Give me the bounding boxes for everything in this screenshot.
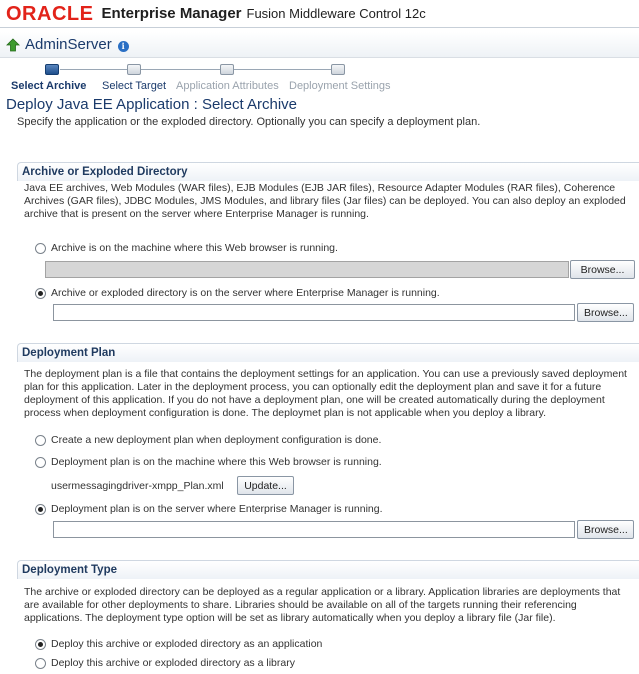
archive-server-path-field[interactable] [53,304,575,321]
plan-create-label: Create a new deployment plan when deployment configuration is done. [51,434,382,446]
archive-local-radio[interactable] [35,243,46,254]
type-description: The archive or exploded directory can be deployed as a regular application or a library. Application libraries are deployments that are available for other deployments to share. Libraries should be available on all of the targets running their referencing applications. The deployment type option will be set as library automatically when you deploy a library file (Jar file). [24,586,621,624]
type-application-radio[interactable] [35,639,46,650]
plan-create-radio[interactable] [35,435,46,446]
product-subtitle: Fusion Middleware Control 12c [246,6,426,21]
archive-local-path-field[interactable] [45,261,569,278]
plan-browse-button[interactable]: Browse... [577,520,634,539]
train-label-select-target[interactable]: Select Target [102,80,167,92]
plan-description: The deployment plan is a file that contains the deployment settings for an application. You can use a previously saved deployment plan for this application. Later in the deployment process, you can optionally edit the deployment plan and save it for a future deployment of this application. If you do not have a deployment plan, one will be created automatically during the deployment process when deployment configuration is done. The deploymet plan is not applicable when you deploy a library. [24,368,627,419]
plan-server-option[interactable] [35,503,383,515]
page-description: Specify the application or the exploded directory. Optionally you can specify a deployment plan. [17,116,481,128]
plan-create-option[interactable] [35,434,381,446]
type-application-label: Deploy this archive or exploded directory as an application [51,638,323,650]
plan-server-radio[interactable] [35,504,46,515]
plan-file-name: usermessagingdriver-xmpp_Plan.xml [51,480,224,492]
plan-local-option[interactable] [35,456,382,468]
train-label-select-archive: Select Archive [11,80,87,92]
archive-local-label: Archive is on the machine where this Web browser is running. [51,242,338,254]
type-section-header: Deployment Type [17,560,639,579]
train-connector [60,69,338,70]
type-library-label: Deploy this archive or exploded directory as a library [51,657,295,669]
train-label-application-attributes: Application Attributes [176,80,279,92]
plan-server-label: Deployment plan is on the server where Enterprise Manager is running. [51,503,383,515]
target-bar [0,32,639,58]
page-title: Deploy Java EE Application : Select Archive [6,96,297,113]
plan-server-path-field[interactable] [53,521,575,538]
type-library-option[interactable] [35,657,295,669]
type-application-option[interactable] [35,638,322,650]
train-stop-application-attributes [220,64,234,75]
archive-local-browse-button[interactable]: Browse... [570,260,635,279]
train-stop-select-archive [45,64,59,75]
target-name[interactable]: AdminServer [25,36,112,53]
archive-server-label: Archive or exploded directory is on the server where Enterprise Manager is running. [51,287,440,299]
train-stop-deployment-settings [331,64,345,75]
train-label-deployment-settings: Deployment Settings [289,80,391,92]
wizard-train [0,62,400,96]
plan-update-button[interactable]: Update... [237,476,294,495]
oracle-logo: ORACLE [6,2,94,25]
plan-local-label: Deployment plan is on the machine where this Web browser is running. [51,456,382,468]
type-library-radio[interactable] [35,658,46,669]
archive-server-option[interactable] [35,287,440,299]
info-icon[interactable]: i [118,41,129,52]
product-name: Enterprise Manager [101,5,242,22]
archive-description: Java EE archives, Web Modules (WAR files), EJB Modules (EJB JAR files), Resource Adapter Modules (RAR files), Coherence Archives (GAR files), JDBC Modules, JMS Modules, and library files (Jar files) can be deployed. You can also deploy an exploded archive that is present on the server where Enterprise Manager is running. [24,182,626,220]
archive-section-header: Archive or Exploded Directory [17,162,639,181]
archive-local-option[interactable] [35,242,338,254]
up-arrow-icon [6,38,20,52]
plan-section-header: Deployment Plan [17,343,639,362]
plan-local-radio[interactable] [35,457,46,468]
archive-server-radio[interactable] [35,288,46,299]
archive-server-browse-button[interactable]: Browse... [577,303,634,322]
app-header [0,0,639,28]
train-stop-select-target[interactable] [127,64,141,75]
